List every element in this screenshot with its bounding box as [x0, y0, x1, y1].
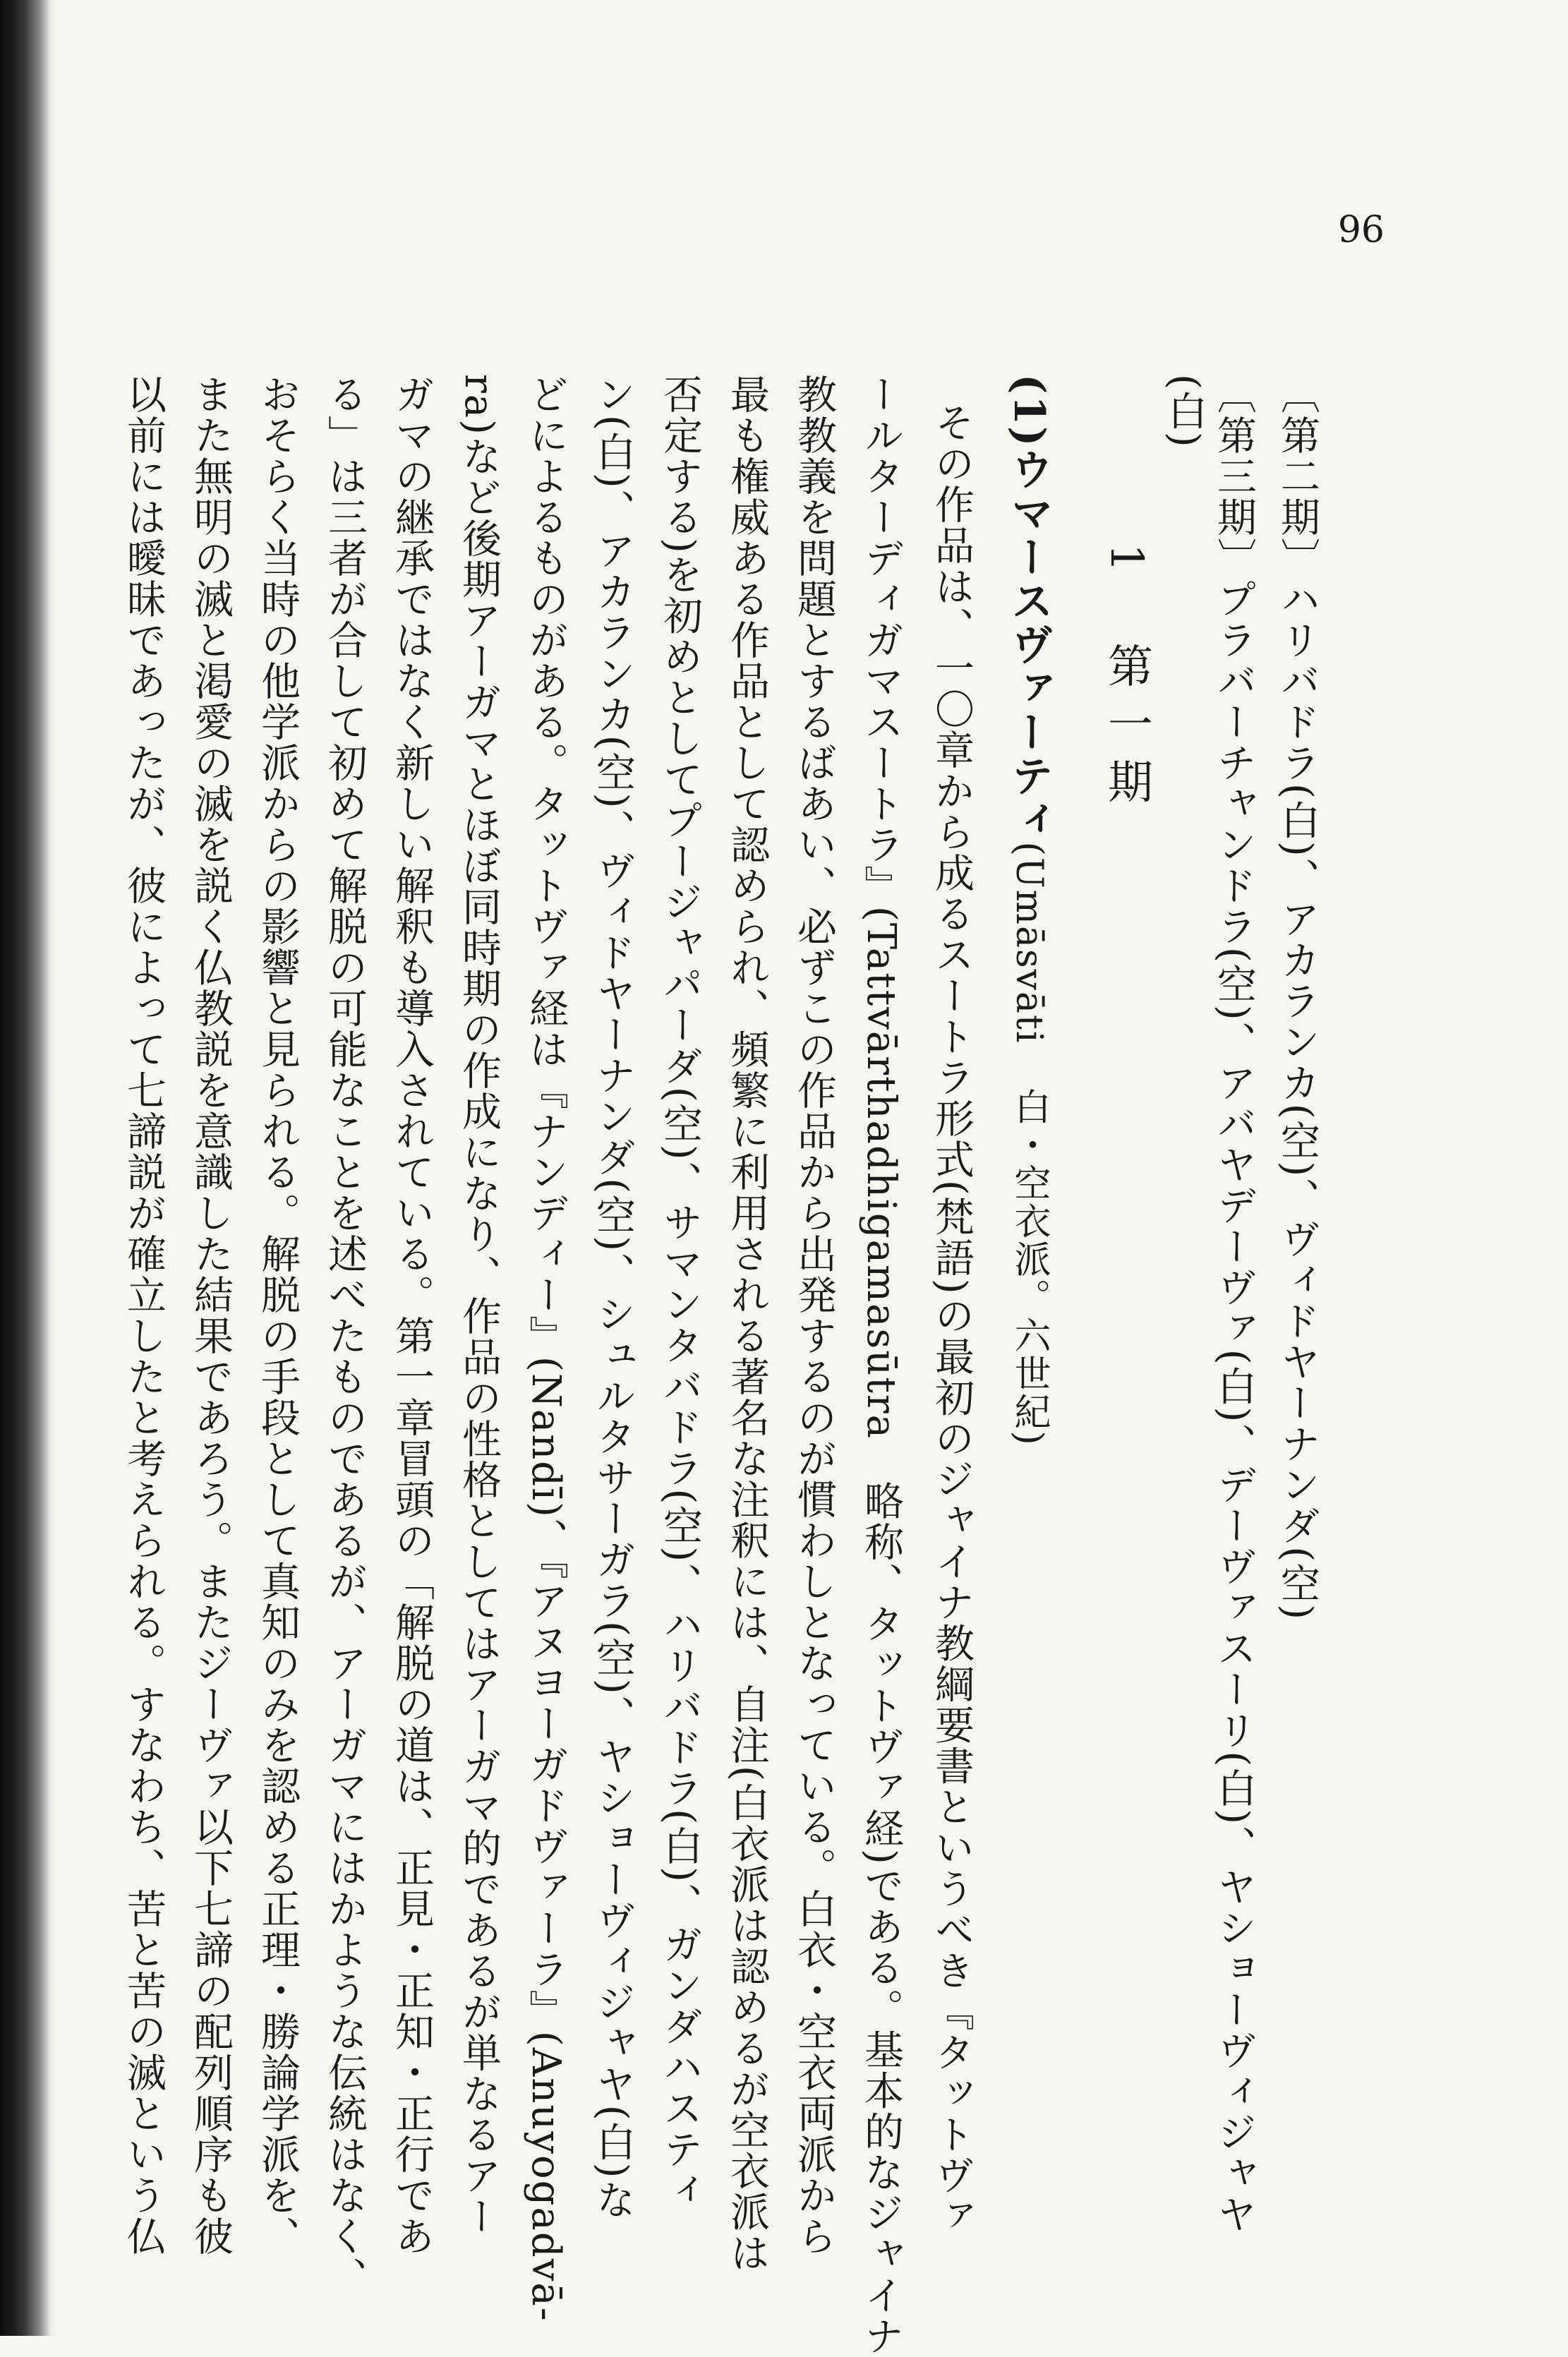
- chapter-title: 1 第一期: [1100, 543, 1152, 816]
- body-line-12: また無明の滅と渇愛の滅を説く仏教説を意識した結果であろう。またジーヴァ以下七諦の配列順序も彼: [188, 374, 234, 2257]
- body-line-6: ン(白)、アカランカ(空)、ヴィドヤーナンダ(空)、シュルタサーガラ(空)、ヤショーヴィジャヤ(白)な: [590, 374, 636, 2221]
- body-line-1: その作品は、一〇章から成るスートラ形式(梵語)の最初のジャイナ教綱要書というべき『タットヴァ: [929, 402, 975, 2237]
- body-line-7: どによるものがある。タットヴァ経は『ナンディー』(Nandī)、『アヌヨーガドヴァーラ』(Anuyogadvā-: [523, 374, 569, 2322]
- section-number: (1): [1004, 374, 1054, 448]
- body-line-13: 以前には曖昧であったが、彼によって七諦説が確立したと考えられる。すなわち、苦と苦の滅という仏: [121, 374, 167, 2257]
- body-line-2: ールターディガマスートラ』(Tattvārthadhigamasūtra 略称、タットヴァ経)である。基本的なジャイナ: [858, 374, 904, 2357]
- book-spine-shadow: [0, 0, 56, 2336]
- body-line-9: ガマの継承ではなく新しい解釈も導入されている。第一章冒頭の「解脱の道は、正見・正知・正行であ: [389, 374, 435, 2257]
- top-list-line-3: (白): [1162, 374, 1207, 449]
- body-line-5: 否定する)を初めとしてプージャパーダ(空)、サマンタバドラ(空)、ハリバドラ(白)、ガンダハスティ: [657, 374, 703, 2211]
- top-list-line-2: 〔第三期〕プラバーチャンドラ(空)、アバヤデーヴァ(白)、デーヴァスーリ(白)、ヤショーヴィジャヤ: [1211, 374, 1257, 2236]
- section-heading: [999, 374, 1059, 1447]
- body-line-8: ra)など後期アーガマとほぼ同時期の作成になり、作品の性格としてはアーガマ的であるが単なるアー: [456, 374, 502, 2238]
- section-roman-name: (Umāsvāti: [1008, 841, 1050, 1044]
- page-number: 96: [1337, 209, 1385, 251]
- top-list-line-1: 〔第二期〕ハリバドラ(白)、アカランカ(空)、ヴィドヤーナンダ(空): [1274, 374, 1320, 1622]
- body-line-11: おそらく当時の他学派からの影響と見られる。解脱の手段として真知のみを認める正理・勝論学派を、: [255, 374, 301, 2257]
- section-note: 白・空衣派。六世紀): [1008, 1087, 1050, 1447]
- body-line-4: 最も権威ある作品として認められ、頻繁に利用される著名な注釈には、自注(白衣派は認めるが空衣派は: [724, 374, 770, 2274]
- section-title: ウマースヴァーティ: [1004, 447, 1054, 842]
- body-line-3: 教教義を問題とするばあい、必ずこの作品から出発するのが慣わしとなっている。白衣・空衣両派から: [791, 374, 837, 2257]
- body-line-10: る」は三者が合して初めて解脱の可能なことを述べたものであるが、アーガマにはかような伝統はなく、: [322, 374, 368, 2298]
